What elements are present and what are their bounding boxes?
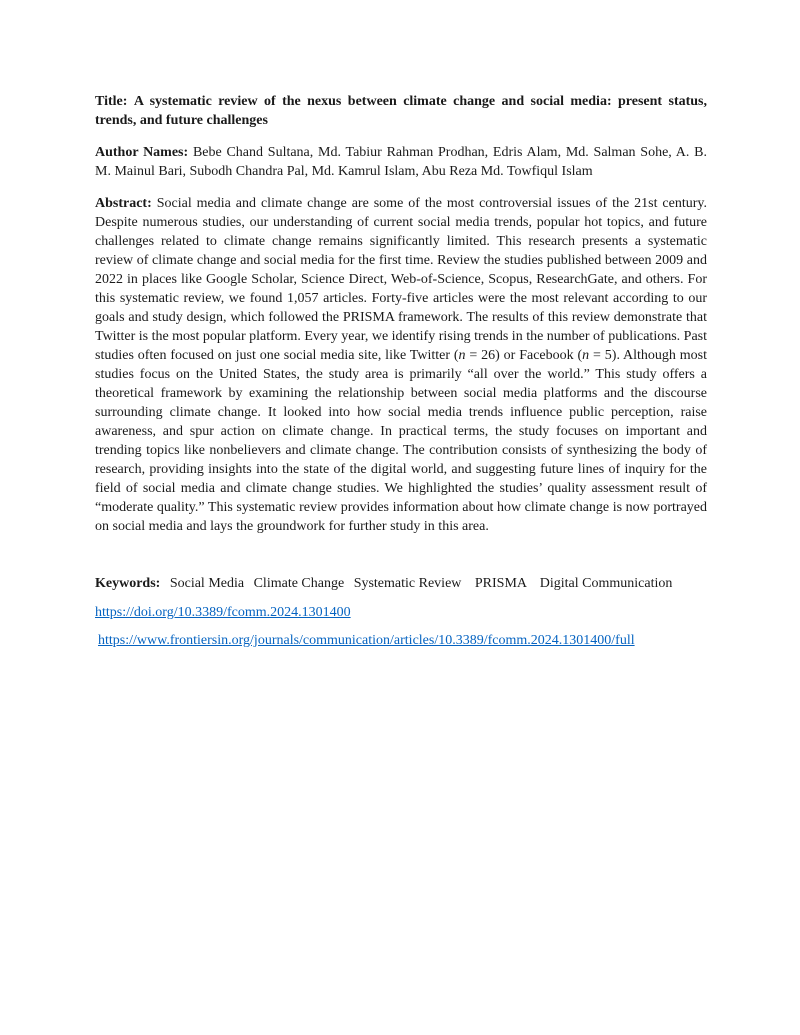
keyword-item: PRISMA <box>474 576 527 591</box>
keywords-row <box>95 574 707 593</box>
abstract-n-symbol-2: n <box>582 348 590 363</box>
doi-link[interactable]: https://doi.org/10.3389/fcomm.2024.1301400 <box>95 605 351 620</box>
article-link[interactable]: https://www.frontiersin.org/journals/communication/articles/10.3389/fcomm.2024.1301400/full <box>98 633 635 648</box>
keyword-item: Digital Communication <box>539 576 673 591</box>
authors-label: Author Names: <box>95 145 189 160</box>
abstract-text-1: Social media and climate change are some of the most controversial issues of the 21st century. Despite numerous studies, our understanding of current social media trends, popular hot topics, and future challenges related to climate change remains significantly limited. This research presents a systematic review of climate change and social media for the first time. Review the studies published between 2009 and 2022 in places like Google Scholar, Science Direct, Web-of-Science, Scopus, ResearchGate, and others. For this systematic review, we found 1,057 articles. Forty-five articles were the most relevant according to our goals and study design, which followed the PRISMA framework. The results of this review demonstrate that Twitter is the most popular platform. Every year, we identify rising trends in the number of publications. Past studies often focused on just one social media site, like Twitter ( <box>95 196 707 363</box>
keywords-label: Keywords: <box>95 576 161 591</box>
keyword-item: Climate Change <box>253 576 345 591</box>
abstract-label: Abstract: <box>95 196 152 211</box>
title-paragraph <box>95 92 707 130</box>
keyword-item: Social Media <box>169 576 245 591</box>
abstract-text-2: = 26) or Facebook ( <box>465 348 583 363</box>
keyword-item: Systematic Review <box>353 576 462 591</box>
abstract-paragraph <box>95 194 707 536</box>
document-content <box>95 92 707 650</box>
paper-title: A systematic review of the nexus between climate change and social media: present status, trends, and future challenges <box>95 94 708 128</box>
author-names: Bebe Chand Sultana, Md. Tabiur Rahman Prodhan, Edris Alam, Md. Salman Sohe, A. B. M. Mainul Bari, Subodh Chandra Pal, Md. Kamrul Islam, Abu Reza Md. Towfiqul Islam <box>95 145 707 179</box>
abstract-text-3: = 5). Although most studies focus on the United States, the study area is primarily “all over the world.” This study offers a theoretical framework by examining the relationship between social media platforms and the discourse surrounding climate change. It looked into how social media trends influence public perception, raise awareness, and spur action on climate change. In practical terms, the study focuses on important and trending topics like nonbelievers and climate change. The contribution consists of synthesizing the body of research, providing insights into the state of the digital world, and suggesting future lines of inquiry for the field of social media and climate change studies. We highlighted the studies’ quality assessment result of “moderate quality.” This systematic review provides information about how climate change is now portrayed on social media and lays the groundwork for further study in this area. <box>95 348 708 534</box>
authors-paragraph <box>95 143 707 181</box>
title-label: Title: <box>95 94 128 109</box>
abstract-n-symbol-1: n <box>458 348 466 363</box>
